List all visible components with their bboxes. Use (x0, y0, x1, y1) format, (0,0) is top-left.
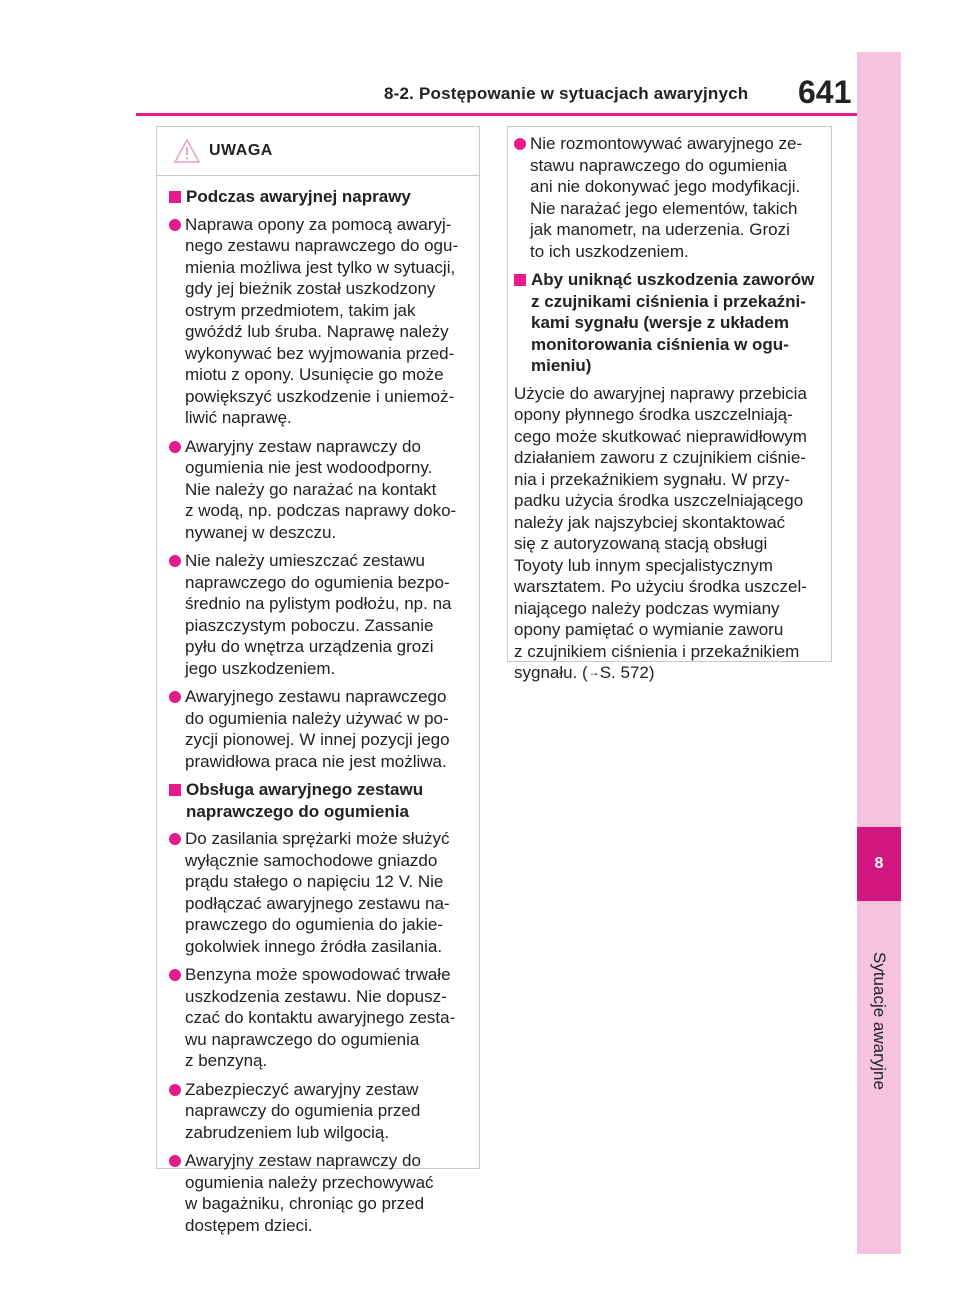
text-line: z wodą, np. podczas naprawy doko- (185, 501, 457, 520)
text-line: wyłącznie samochodowe gniazdo (185, 850, 438, 870)
text-line: cego może skutkować nieprawidłowym (514, 426, 807, 446)
text-line: Nie należy go narażać na kontakt (185, 479, 437, 499)
text-line: pyłu do wnętrza urządzenia grozi (185, 637, 434, 656)
text-line: to ich uszkodzeniem. (530, 241, 689, 261)
text-line: wu naprawczego do ogumienia (185, 1029, 420, 1049)
arrow-right-icon: → (587, 665, 600, 679)
text-line: padku użycia środka uszczelniającego (514, 491, 804, 510)
text-line: gwóźdź lub śruba. Naprawę należy (185, 322, 449, 341)
text-line: gdy jej bieżnik został uszkodzony (185, 279, 436, 298)
text-line: naprawczy do ogumienia przed (185, 1101, 421, 1120)
text-line: działaniem zaworu z czujnikiem ciśnie- (514, 448, 806, 467)
text-line: Zabezpieczyć awaryjny zestaw (185, 1079, 419, 1099)
section-title: 8-2. Postępowanie w sytuacjach awaryjnych (384, 84, 749, 103)
chapter-number-tab[interactable]: 8 (857, 827, 901, 901)
text-line: stawu naprawczego do ogumienia (530, 155, 788, 175)
header-rule (136, 113, 857, 116)
section-heading-text: naprawczego do ogumienia (186, 801, 409, 821)
text-line: wykonywać bez wyjmowania przed- (185, 343, 455, 363)
text-line: Awaryjny zestaw naprawczy do (185, 1151, 421, 1170)
warning-title: UWAGA (209, 142, 273, 160)
text-line: z benzyną. (185, 1051, 268, 1070)
text-line: jego uszkodzeniem. (185, 658, 336, 678)
text-line: powiększyć uszkodzenie i uniemoż- (185, 386, 455, 406)
warning-box-right (507, 126, 832, 682)
section-heading-text: z czujnikami ciśnienia i przekaźni- (531, 291, 806, 311)
section-heading-text: mieniu) (531, 356, 592, 375)
round-bullet-icon (169, 833, 181, 845)
text-line: Do zasilania sprężarki może służyć (185, 829, 450, 848)
text-line: należy jak najszybciej skontaktować (514, 512, 786, 532)
warning-box-left (156, 126, 480, 1235)
section-heading (514, 269, 825, 377)
text-line: Użycie do awaryjnej naprawy przebicia (514, 383, 807, 403)
round-bullet-icon (169, 219, 181, 231)
text-line: Nie narażać jego elementów, takich (530, 198, 798, 218)
chapter-label (857, 952, 901, 1102)
text-line: nywanej w deszczu. (185, 522, 337, 542)
text-line: Nie rozmontowywać awaryjnego ze- (530, 134, 803, 153)
warning-triangle-icon (173, 138, 201, 164)
chapter-label-text: Sytuacje awaryjne (870, 952, 889, 1090)
round-bullet-icon (169, 691, 181, 703)
text-line: piaszczystym poboczu. Zassanie (185, 615, 434, 635)
list-item (169, 214, 471, 429)
text-line: w bagażniku, chroniąc go przed (185, 1194, 425, 1213)
text-line: naprawczego do ogumienia bezpo- (185, 572, 450, 592)
text-line: Toyoty lub innym specjalistycznym (514, 555, 773, 575)
text-line: się z autoryzowaną stacją obsługi (514, 534, 768, 553)
round-bullet-icon (169, 1084, 181, 1096)
text-line: nia i przekaźnikiem sygnału. W przy- (514, 469, 790, 489)
list-item (169, 1150, 471, 1236)
list-item (169, 964, 471, 1072)
text-line: z czujnikiem ciśnienia i przekaźnikiem (514, 641, 800, 661)
round-bullet-icon (514, 138, 526, 150)
list-item (169, 1079, 471, 1144)
section-heading-text: Obsługa awaryjnego zestawu (186, 780, 424, 799)
list-item (169, 436, 471, 544)
warning-header (157, 127, 479, 176)
text-line: gokolwiek innego źródła zasilania. (185, 936, 443, 956)
text-line: prawidłowa praca nie jest możliwa. (185, 751, 447, 771)
text-line: do ogumienia należy używać w po- (185, 708, 449, 728)
chapter-side-tab[interactable] (857, 52, 901, 1254)
square-bullet-icon (169, 191, 181, 203)
text-line: prawczego do ogumienia do jakie- (185, 915, 443, 934)
text-line: nego zestawu naprawczego do ogu- (185, 236, 459, 255)
list-item (169, 550, 471, 679)
text-line: jak manometr, na uderzenia. Grozi (530, 220, 790, 239)
list-item (169, 686, 471, 772)
text-line-prefix: sygnału. ( (514, 663, 588, 682)
text-line: ani nie dokonywać jego modyfikacji. (530, 177, 801, 196)
text-line (514, 662, 825, 684)
section-heading-text: Aby uniknąć uszkodzenia zaworów (531, 270, 815, 289)
text-line: uszkodzenia zestawu. Nie dopusz- (185, 986, 447, 1006)
text-line: średnio na pylistym podłożu, np. na (185, 594, 452, 613)
square-bullet-icon (514, 274, 526, 286)
text-line: Naprawa opony za pomocą awaryj- (185, 214, 452, 234)
list-item (169, 828, 471, 957)
section-heading (169, 186, 471, 208)
section-heading-text: kami sygnału (wersje z układem (531, 313, 789, 332)
text-line: Benzyna może spowodować trwałe (185, 965, 451, 984)
text-line: Awaryjnego zestawu naprawczego (185, 687, 447, 706)
page-number: 641 (798, 74, 852, 110)
text-line: podłączać awaryjnego zestawu na- (185, 893, 450, 913)
round-bullet-icon (169, 1155, 181, 1167)
text-line: Nie należy umieszczać zestawu (185, 551, 425, 570)
page-reference-link[interactable]: S. 572) (599, 663, 655, 682)
section-heading-text: Podczas awaryjnej naprawy (186, 187, 411, 206)
text-line: warsztatem. Po użyciu środka uszczel- (514, 577, 807, 596)
text-line: ogumienia należy przechowywać (185, 1172, 434, 1192)
text-line: dostępem dzieci. (185, 1215, 313, 1235)
section-heading (169, 779, 471, 822)
body-paragraph (514, 383, 825, 684)
text-line: ostrym przedmiotem, takim jak (185, 300, 416, 320)
text-line: miotu z opony. Usunięcie go może (185, 365, 444, 384)
text-line: mienia możliwa jest tylko w sytuacji, (185, 257, 456, 277)
list-item (514, 133, 825, 262)
round-bullet-icon (169, 555, 181, 567)
text-line: opony płynnego środka uszczelniają- (514, 405, 793, 424)
text-line: liwić naprawę. (185, 408, 292, 427)
text-line: prądu stałego o napięciu 12 V. Nie (185, 872, 444, 891)
text-line: zabrudzeniem lub wilgocią. (185, 1122, 390, 1142)
round-bullet-icon (169, 441, 181, 453)
square-bullet-icon (169, 784, 181, 796)
section-heading-text: monitorowania ciśnienia w ogu- (531, 334, 789, 354)
round-bullet-icon (169, 969, 181, 981)
text-line: niającego należy podczas wymiany (514, 598, 780, 618)
text-line: opony pamiętać o wymianie zaworu (514, 620, 784, 639)
text-line: zycji pionowej. W innej pozycji jego (185, 730, 450, 749)
text-line: ogumienia nie jest wodoodporny. (185, 458, 433, 477)
text-line: czać do kontaktu awaryjnego zesta- (185, 1008, 456, 1027)
text-line: Awaryjny zestaw naprawczy do (185, 436, 421, 456)
